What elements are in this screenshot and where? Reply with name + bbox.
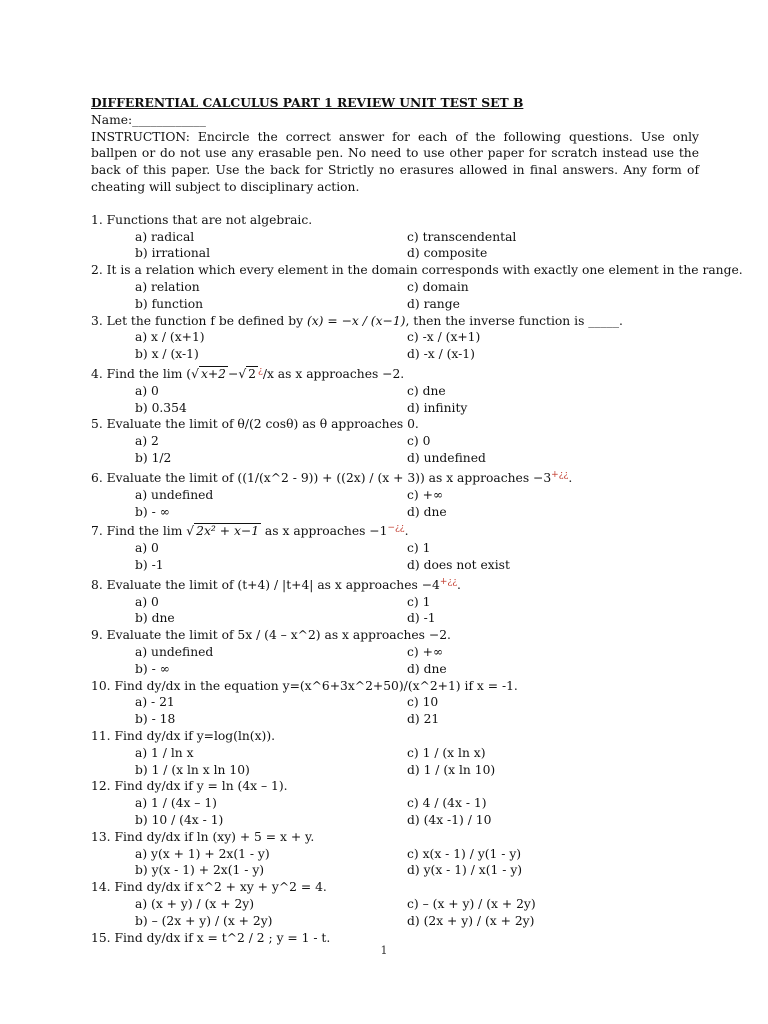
- option-a[interactable]: a) y(x + 1) + 2x(1 - y): [135, 846, 270, 861]
- option-d[interactable]: d) (2x + y) / (x + 2y): [407, 913, 535, 928]
- sqrt-sign: √: [191, 367, 199, 382]
- question-text: 11. Find dy/dx if y=log(ln(x)).: [91, 729, 276, 744]
- sqrt-expression: x+2: [200, 367, 226, 382]
- option-c[interactable]: c) dne: [407, 383, 446, 398]
- option-b[interactable]: b) -1: [135, 558, 164, 572]
- option-row: [91, 812, 699, 829]
- option-d[interactable]: d) undefined: [407, 451, 486, 466]
- option-row: [91, 661, 699, 678]
- option-b[interactable]: b) - ∞: [135, 661, 170, 676]
- option-d[interactable]: d) dne: [407, 504, 447, 519]
- option-a[interactable]: a) 2: [135, 434, 159, 449]
- option-row: [91, 487, 699, 504]
- option-a[interactable]: a) 0: [135, 541, 159, 556]
- question-text: [91, 313, 699, 330]
- question-text-part: 7. Find the lim: [91, 524, 187, 539]
- option-b[interactable]: b) y(x - 1) + 2x(1 - y): [135, 863, 265, 878]
- math-expression: (x) = −x / (x−1): [306, 313, 406, 328]
- question-text: 1. Functions that are not algebraic.: [91, 212, 313, 227]
- sqrt-expression: 2: [248, 367, 256, 382]
- question-text: 13. Find dy/dx if ln (xy) + 5 = x + y.: [91, 829, 315, 844]
- question-text-part: , then the inverse function is _____.: [405, 313, 623, 328]
- option-row: [91, 279, 699, 296]
- question-text: [91, 363, 699, 383]
- question-text: 9. Evaluate the limit of 5x / (4 – x^2) as x approaches −2.: [91, 628, 451, 643]
- question-text: 2. It is a relation which every element in the domain corresponds with exactly one element in the range.: [91, 263, 743, 278]
- option-row: [91, 450, 699, 467]
- option-row: [91, 329, 699, 346]
- sqrt-sign: √: [238, 367, 247, 382]
- option-d[interactable]: d) infinity: [407, 400, 468, 415]
- option-row: [91, 346, 699, 363]
- question-text-part: 6. Evaluate the limit of ((1/(x^2 - 9)) + ((2x) / (x + 3)) as x approaches −3: [91, 470, 552, 485]
- option-a[interactable]: a) (x + y) / (x + 2y): [135, 897, 255, 912]
- option-c[interactable]: c) +∞: [407, 645, 444, 660]
- option-b[interactable]: b) dne: [135, 611, 175, 626]
- option-row: [91, 896, 699, 913]
- question-text: 10. Find dy/dx in the equation y=(x^6+3x^2+50)/(x^2+1) if x = -1.: [91, 678, 518, 693]
- question-text-part: .: [404, 524, 409, 539]
- question-text-part: 3. Let the function f be defined by: [91, 313, 307, 328]
- question-text-part: as x approaches −1: [261, 524, 388, 539]
- question-text: [91, 574, 699, 594]
- sqrt-expression: 2x² + x−1: [196, 524, 260, 539]
- question-text-part: /x as x approaches −2.: [262, 367, 405, 382]
- option-row: [91, 644, 699, 661]
- exam-title: DIFFERENTIAL CALCULUS PART 1 REVIEW UNIT TEST SET B: [91, 95, 524, 110]
- option-a[interactable]: a) 1 / ln x: [135, 745, 194, 760]
- question-text-part: .: [457, 577, 461, 592]
- option-c[interactable]: c) 1: [407, 594, 431, 609]
- option-row: [91, 296, 699, 313]
- option-row: [91, 504, 699, 521]
- option-b[interactable]: b) 1/2: [135, 451, 172, 466]
- option-d[interactable]: d) 21: [407, 712, 440, 727]
- option-b[interactable]: b) x / (x-1): [135, 347, 199, 362]
- garbled-glyph: +¿¿: [439, 576, 458, 587]
- question-text-part: 4. Find the lim (: [91, 367, 192, 382]
- option-row: [91, 594, 699, 611]
- spacer: [91, 196, 699, 212]
- question-text-part: 8. Evaluate the limit of (t+4) / |t+4| as x approaches −4: [91, 577, 440, 592]
- option-b[interactable]: b) function: [135, 296, 204, 311]
- option-c[interactable]: c) transcendental: [407, 229, 517, 244]
- option-row: [91, 694, 699, 711]
- option-c[interactable]: c) 4 / (4x - 1): [407, 796, 487, 811]
- option-a[interactable]: a) 0: [135, 594, 159, 609]
- garbled-glyph: ¿: [257, 365, 263, 376]
- option-d[interactable]: d) composite: [407, 246, 488, 261]
- option-row: [91, 540, 699, 557]
- option-row: [91, 711, 699, 728]
- option-b[interactable]: b) - ∞: [135, 504, 170, 519]
- question-text: [91, 520, 699, 540]
- option-row: [91, 846, 699, 863]
- question-text-part: .: [568, 470, 573, 485]
- option-row: [91, 913, 699, 930]
- option-row: [91, 862, 699, 879]
- option-d[interactable]: d) range: [407, 296, 460, 311]
- option-a[interactable]: a) x / (x+1): [135, 330, 205, 345]
- option-c[interactable]: c) domain: [407, 279, 469, 294]
- option-c[interactable]: c) 10: [407, 695, 439, 710]
- option-b[interactable]: b) – (2x + y) / (x + 2y): [135, 913, 273, 928]
- option-d[interactable]: d) 1 / (x ln 10): [407, 762, 496, 777]
- name-field-label: Name:____________: [91, 112, 206, 127]
- option-row: [91, 762, 699, 779]
- option-a[interactable]: a) relation: [135, 279, 200, 294]
- exam-content: [91, 95, 743, 946]
- option-row: [91, 433, 699, 450]
- option-d[interactable]: d) does not exist: [407, 558, 510, 572]
- option-b[interactable]: b) 0.354: [135, 400, 187, 415]
- option-row: [91, 610, 699, 627]
- question-text: 12. Find dy/dx if y = ln (4x – 1).: [91, 779, 288, 794]
- option-a[interactable]: a) 1 / (4x – 1): [135, 796, 217, 811]
- option-c[interactable]: c) 1: [407, 541, 431, 556]
- option-b[interactable]: b) irrational: [135, 246, 211, 261]
- option-row: [91, 245, 699, 262]
- option-a[interactable]: a) radical: [135, 229, 195, 244]
- option-row: [91, 229, 699, 246]
- option-b[interactable]: b) 1 / (x ln x ln 10): [135, 762, 250, 777]
- option-b[interactable]: b) 10 / (4x - 1): [135, 813, 224, 828]
- option-row: [91, 383, 699, 400]
- option-row: [91, 557, 699, 574]
- option-row: [91, 795, 699, 812]
- option-row: [91, 400, 699, 417]
- option-b[interactable]: b) - 18: [135, 712, 176, 727]
- option-a[interactable]: a) - 21: [135, 695, 175, 710]
- question-text: 5. Evaluate the limit of θ/(2 cosθ) as θ approaches 0.: [91, 417, 419, 432]
- question-text-part: −: [228, 367, 239, 382]
- option-a[interactable]: a) undefined: [135, 487, 214, 502]
- option-c[interactable]: c) – (x + y) / (x + 2y): [407, 897, 536, 912]
- option-c[interactable]: c) x(x - 1) / y(1 - y): [407, 846, 522, 861]
- option-d[interactable]: d) dne: [407, 661, 447, 676]
- page-number: 1: [380, 944, 388, 957]
- option-row: [91, 745, 699, 762]
- option-c[interactable]: c) 0: [407, 434, 431, 449]
- instruction-paragraph: INSTRUCTION: Encircle the correct answer for each of the following questions. Use only ballpen or do not use any erasable pen. No need to use other paper for scratch instead use the back of this paper. Use the back for Strictly no erasures allowed in final answers. Any form of cheating will subject to disciplinary action.: [91, 129, 699, 194]
- question-text: 14. Find dy/dx if x^2 + xy + y^2 = 4.: [91, 880, 327, 895]
- option-c[interactable]: c) +∞: [407, 487, 444, 502]
- garbled-glyph: +¿¿: [551, 469, 569, 480]
- question-text: [91, 467, 699, 487]
- sqrt-sign: √: [186, 524, 195, 539]
- option-a[interactable]: a) undefined: [135, 645, 214, 660]
- option-d[interactable]: d) -x / (x-1): [407, 347, 475, 362]
- option-d[interactable]: d) -1: [407, 611, 436, 626]
- option-a[interactable]: a) 0: [135, 383, 159, 398]
- question-text: 15. Find dy/dx if x = t^2 / 2 ; y = 1 - t.: [91, 930, 331, 945]
- option-d[interactable]: d) (4x -1) / 10: [407, 813, 492, 828]
- option-d[interactable]: d) y(x - 1) / x(1 - y): [407, 863, 523, 878]
- garbled-glyph: −¿¿: [387, 523, 405, 534]
- option-c[interactable]: c) 1 / (x ln x): [407, 745, 486, 760]
- option-c[interactable]: c) -x / (x+1): [407, 330, 481, 345]
